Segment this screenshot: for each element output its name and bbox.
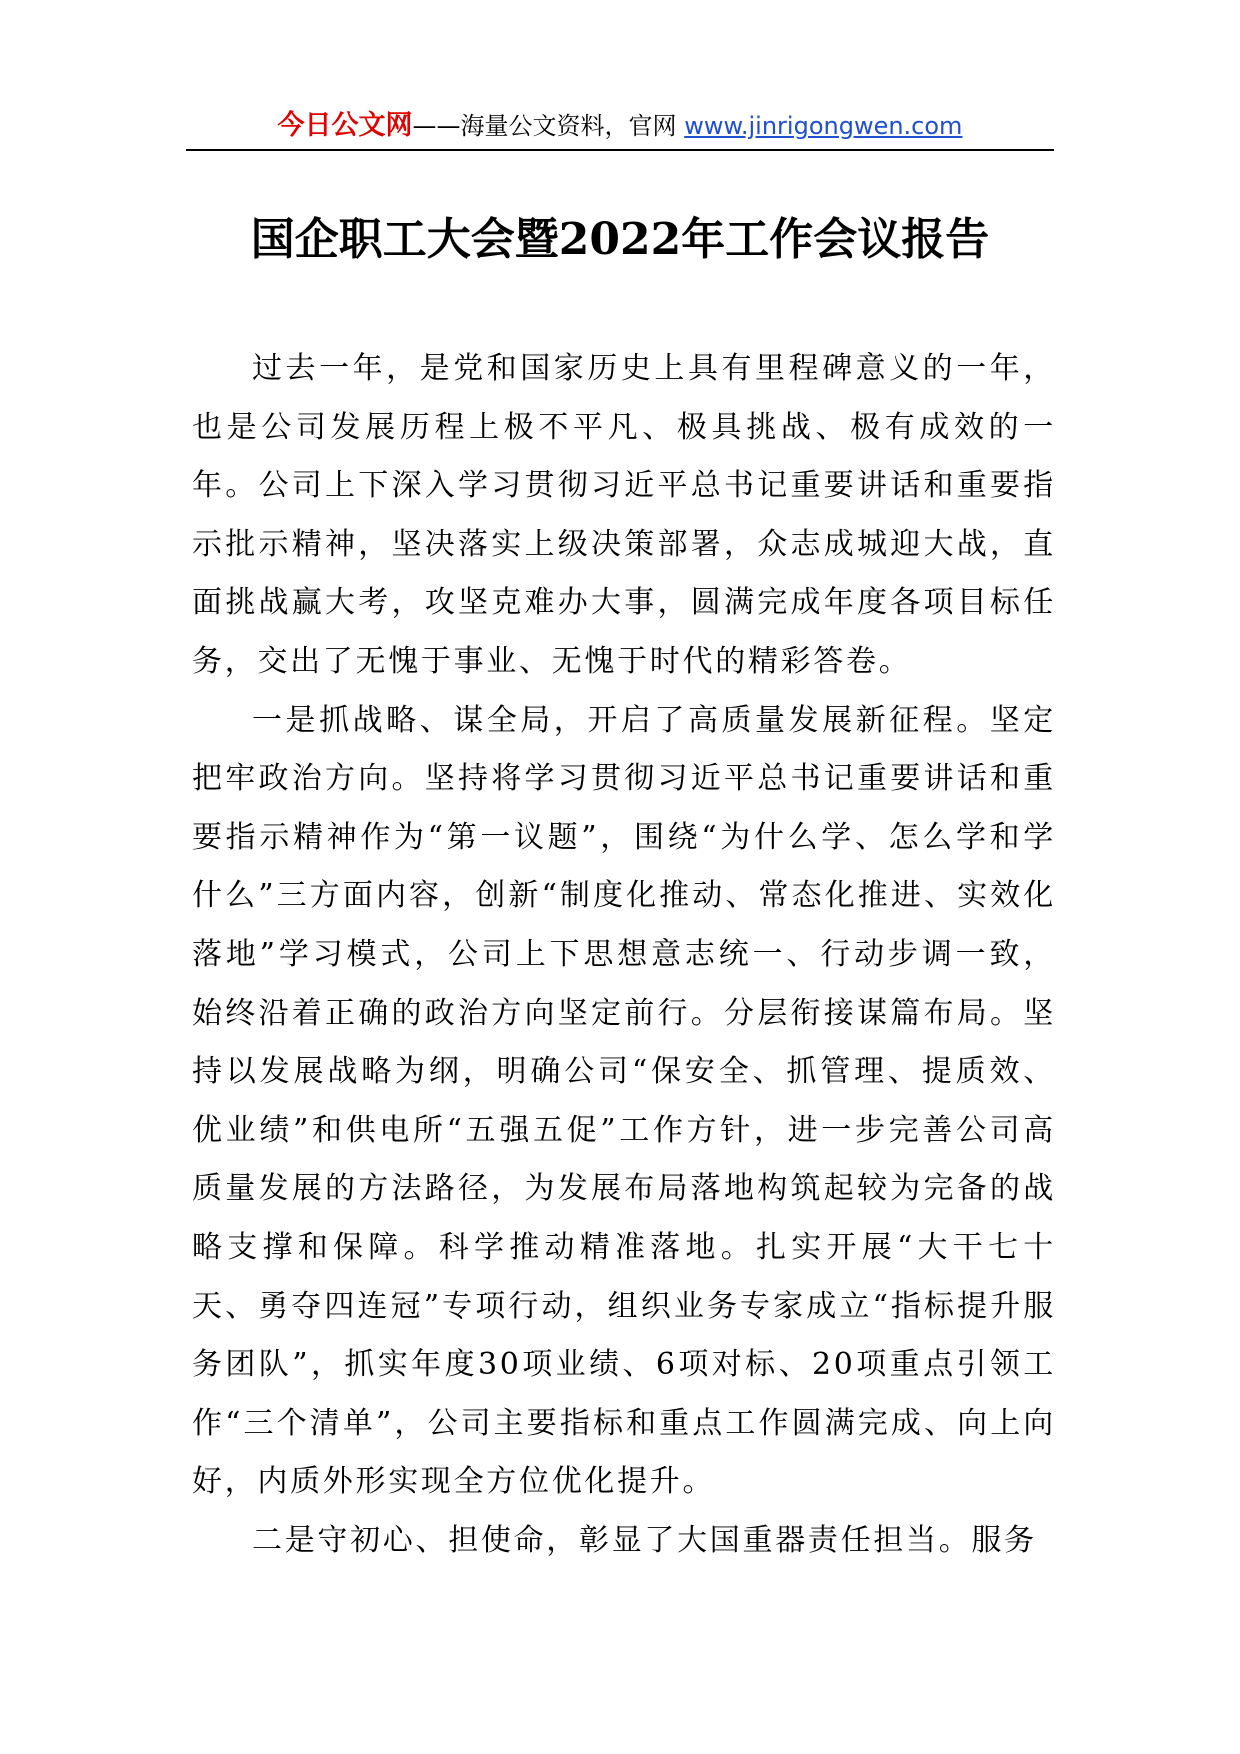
header-divider	[186, 149, 1054, 151]
page-header	[186, 104, 1054, 148]
paragraph: 过去一年，是党和国家历史上具有里程碑意义的一年，也是公司发展历程上极不平凡、极具挑战、极有成效的一年。公司上下深入学习贯彻习近平总书记重要讲话和重要指示批示精神，坚决落实上级决策部署，众志成城迎大战，直面挑战赢大考，攻坚克难办大事，圆满完成年度各项目标任务，交出了无愧于事业、无愧于时代的精彩答卷。	[192, 351, 1056, 679]
header-tagline: 海量公文资料，官网	[460, 112, 685, 140]
site-url-link[interactable]: www.jinrigongwen.com	[684, 112, 963, 140]
document-title: 国企职工大会暨2022年工作会议报告	[250, 214, 990, 265]
paragraph: 二是守初心、担使命，彰显了大国重器责任担当。服务	[252, 1522, 1037, 1558]
paragraph: 一是抓战略、谋全局，开启了高质量发展新征程。坚定把牢政治方向。坚持将学习贯彻习近平总书记重要讲话和重要指示精神作为“第一议题”，围绕“为什么学、怎么学和学什么”三方面内容，创新“制度化推动、常态化推进、实效化落地”学习模式，公司上下思想意志统一、行动步调一致，始终沿着正确的政治方向坚定前行。分层衔接谋篇布局。坚持以发展战略为纲，明确公司“保安全、抓管理、提质效、优业绩”和供电所“五强五促”工作方针，进一步完善公司高质量发展的方法路径，为发展布局落地构筑起较为完备的战略支撑和保障。科学推动精准落地。扎实开展“大干七十天、勇夺四连冠”专项行动，组织业务专家成立“指标提升服务团队”，抓实年度30项业绩、6项对标、20项重点引领工作“三个清单”，公司主要指标和重点工作圆满完成、向上向好，内质外形实现全方位优化提升。	[192, 702, 1056, 1500]
site-brand: 今日公文网	[277, 110, 413, 141]
header-separator: ——	[412, 112, 461, 140]
document-body	[192, 340, 1056, 1570]
